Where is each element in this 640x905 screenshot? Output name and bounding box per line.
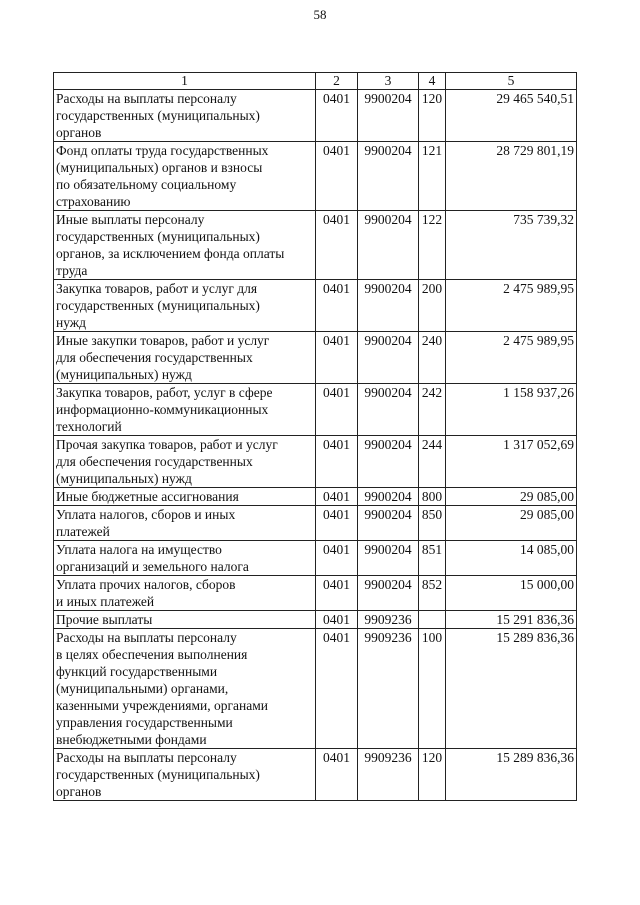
table-row	[54, 488, 577, 506]
article-code-cell: 9900204	[358, 211, 419, 280]
sum-cell: 1 317 052,69	[446, 436, 577, 488]
column-header-section: 2	[316, 73, 358, 90]
sum-cell: 735 739,32	[446, 211, 577, 280]
sum-cell: 14 085,00	[446, 541, 577, 576]
article-code-cell: 9900204	[358, 142, 419, 211]
expense-name-cell: Уплата налога на имущество организаций и земельного налога	[54, 541, 316, 576]
column-header-name: 1	[54, 73, 316, 90]
expense-type-cell: 121	[419, 142, 446, 211]
article-code-cell: 9909236	[358, 611, 419, 629]
section-code-cell: 0401	[316, 541, 358, 576]
table-header-row	[54, 73, 577, 90]
sum-cell: 2 475 989,95	[446, 332, 577, 384]
article-code-cell: 9900204	[358, 488, 419, 506]
table-row	[54, 211, 577, 280]
expense-name-cell: Расходы на выплаты персоналу в целях обеспечения выполнения функций государственными (муниципальными) органами, казенными учреждениями, органами управления государственными внебюджетными фондами	[54, 629, 316, 749]
expense-name-cell: Расходы на выплаты персоналу государственных (муниципальных) органов	[54, 90, 316, 142]
expense-name-cell: Закупка товаров, работ и услуг для государственных (муниципальных) нужд	[54, 280, 316, 332]
expense-type-cell: 240	[419, 332, 446, 384]
expense-name-cell: Прочие выплаты	[54, 611, 316, 629]
sum-cell: 28 729 801,19	[446, 142, 577, 211]
section-code-cell: 0401	[316, 629, 358, 749]
sum-cell: 15 289 836,36	[446, 629, 577, 749]
section-code-cell: 0401	[316, 488, 358, 506]
expense-name-cell: Иные выплаты персоналу государственных (муниципальных) органов, за исключением фонда оплаты труда	[54, 211, 316, 280]
section-code-cell: 0401	[316, 332, 358, 384]
expense-name-cell: Закупка товаров, работ, услуг в сфере информационно-коммуникационных технологий	[54, 384, 316, 436]
table-row	[54, 506, 577, 541]
table-row	[54, 749, 577, 801]
column-header-sum: 5	[446, 73, 577, 90]
section-code-cell: 0401	[316, 749, 358, 801]
budget-table	[53, 72, 577, 801]
article-code-cell: 9900204	[358, 541, 419, 576]
table-row	[54, 142, 577, 211]
section-code-cell: 0401	[316, 280, 358, 332]
expense-type-cell: 242	[419, 384, 446, 436]
table-row	[54, 611, 577, 629]
table-row	[54, 384, 577, 436]
sum-cell: 2 475 989,95	[446, 280, 577, 332]
expense-type-cell: 852	[419, 576, 446, 611]
table-row	[54, 576, 577, 611]
section-code-cell: 0401	[316, 211, 358, 280]
expense-type-cell: 120	[419, 749, 446, 801]
expense-name-cell: Расходы на выплаты персоналу государственных (муниципальных) органов	[54, 749, 316, 801]
expense-type-cell	[419, 611, 446, 629]
article-code-cell: 9909236	[358, 749, 419, 801]
expense-name-cell: Иные бюджетные ассигнования	[54, 488, 316, 506]
expense-name-cell: Уплата налогов, сборов и иных платежей	[54, 506, 316, 541]
table-row	[54, 280, 577, 332]
expense-name-cell: Прочая закупка товаров, работ и услуг для обеспечения государственных (муниципальных) нужд	[54, 436, 316, 488]
table-row	[54, 332, 577, 384]
sum-cell: 15 291 836,36	[446, 611, 577, 629]
column-header-article: 3	[358, 73, 419, 90]
expense-type-cell: 100	[419, 629, 446, 749]
article-code-cell: 9900204	[358, 332, 419, 384]
table-row	[54, 629, 577, 749]
table-row	[54, 90, 577, 142]
article-code-cell: 9900204	[358, 506, 419, 541]
expense-type-cell: 800	[419, 488, 446, 506]
article-code-cell: 9900204	[358, 90, 419, 142]
section-code-cell: 0401	[316, 436, 358, 488]
sum-cell: 15 000,00	[446, 576, 577, 611]
section-code-cell: 0401	[316, 142, 358, 211]
article-code-cell: 9909236	[358, 629, 419, 749]
expense-type-cell: 200	[419, 280, 446, 332]
expense-name-cell: Иные закупки товаров, работ и услуг для обеспечения государственных (муниципальных) нужд	[54, 332, 316, 384]
expense-type-cell: 850	[419, 506, 446, 541]
expense-type-cell: 244	[419, 436, 446, 488]
section-code-cell: 0401	[316, 611, 358, 629]
section-code-cell: 0401	[316, 506, 358, 541]
expense-type-cell: 120	[419, 90, 446, 142]
article-code-cell: 9900204	[358, 280, 419, 332]
section-code-cell: 0401	[316, 384, 358, 436]
sum-cell: 29 085,00	[446, 506, 577, 541]
expense-type-cell: 122	[419, 211, 446, 280]
page-number: 58	[313, 7, 327, 22]
expense-name-cell: Уплата прочих налогов, сборов и иных платежей	[54, 576, 316, 611]
sum-cell: 15 289 836,36	[446, 749, 577, 801]
sum-cell: 1 158 937,26	[446, 384, 577, 436]
sum-cell: 29 085,00	[446, 488, 577, 506]
column-header-expense-type: 4	[419, 73, 446, 90]
sum-cell: 29 465 540,51	[446, 90, 577, 142]
table-row	[54, 436, 577, 488]
table-row	[54, 541, 577, 576]
article-code-cell: 9900204	[358, 576, 419, 611]
section-code-cell: 0401	[316, 90, 358, 142]
article-code-cell: 9900204	[358, 384, 419, 436]
article-code-cell: 9900204	[358, 436, 419, 488]
section-code-cell: 0401	[316, 576, 358, 611]
expense-type-cell: 851	[419, 541, 446, 576]
expense-name-cell: Фонд оплаты труда государственных (муниципальных) органов и взносы по обязательному социальному страхованию	[54, 142, 316, 211]
